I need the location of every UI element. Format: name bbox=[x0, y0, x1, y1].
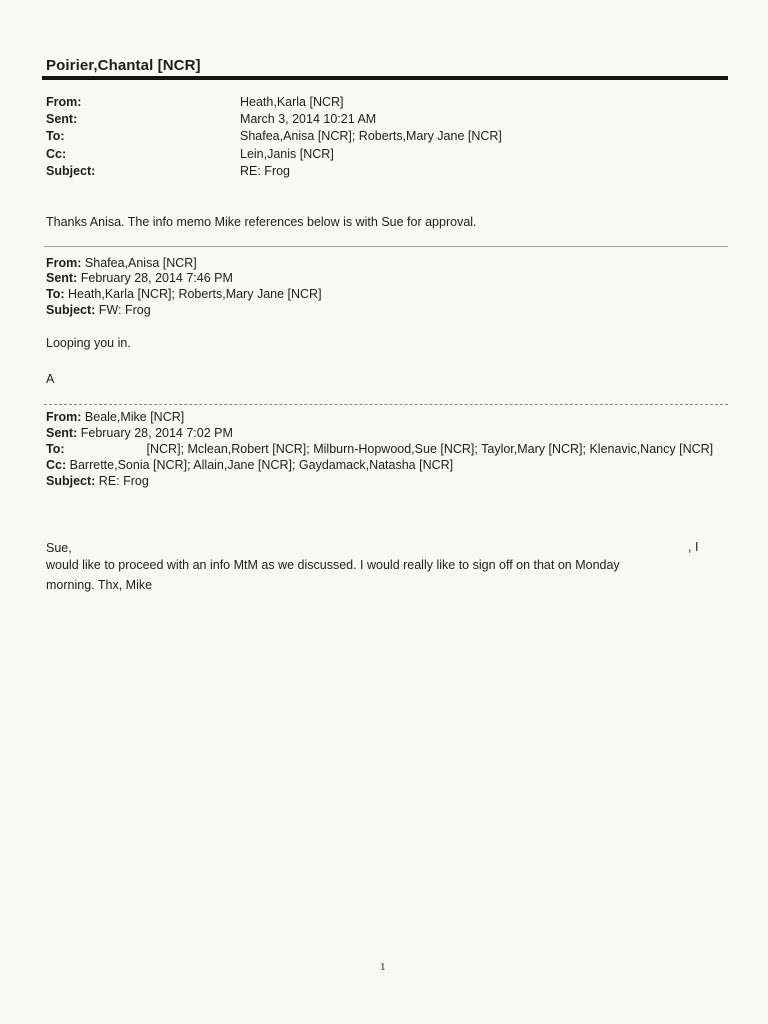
top-message-body: Thanks Anisa. The info memo Mike references below is with Sue for approval. bbox=[46, 215, 477, 229]
msg2-sent-label: Sent: bbox=[46, 271, 78, 285]
msg2-to-label: To: bbox=[46, 287, 65, 301]
msg3-greeting: Sue, bbox=[46, 541, 72, 555]
msg2-subject-label: Subject: bbox=[46, 303, 96, 317]
msg3-from-label: From: bbox=[46, 410, 82, 424]
msg3-sent-row bbox=[46, 425, 233, 441]
msg3-to-row bbox=[46, 441, 713, 457]
cc-value: Lein,Janis [NCR] bbox=[240, 147, 334, 161]
page-number: 1 bbox=[380, 961, 386, 973]
msg2-to-row bbox=[46, 286, 322, 302]
msg3-from-row bbox=[46, 409, 184, 425]
sent-label: Sent: bbox=[46, 112, 78, 126]
msg2-to-value: Heath,Karla [NCR]; Roberts,Mary Jane [NCR] bbox=[68, 287, 322, 301]
from-value: Heath,Karla [NCR] bbox=[240, 95, 344, 109]
msg3-subject-label: Subject: bbox=[46, 474, 96, 488]
msg3-cc-value: Barrette,Sonia [NCR]; Allain,Jane [NCR]; Gaydamack,Natasha [NCR] bbox=[69, 458, 454, 472]
subject-value: RE: Frog bbox=[240, 164, 291, 178]
cc-label: Cc: bbox=[46, 147, 67, 161]
sent-value: March 3, 2014 10:21 AM bbox=[240, 112, 377, 126]
to-value: Shafea,Anisa [NCR]; Roberts,Mary Jane [NCR] bbox=[240, 129, 502, 143]
msg2-from-label: From: bbox=[46, 256, 82, 270]
msg2-sent-row bbox=[46, 270, 233, 286]
msg3-body-line2: morning. Thx, Mike bbox=[46, 578, 153, 592]
from-label: From: bbox=[46, 95, 82, 109]
message-separator bbox=[44, 246, 728, 247]
msg3-to-value: [NCR]; Mclean,Robert [NCR]; Milburn-Hopwood,Sue [NCR]; Taylor,Mary [NCR]; Klenavic,Nancy [NCR] bbox=[146, 442, 714, 456]
msg2-from-value: Shafea,Anisa [NCR] bbox=[84, 256, 197, 270]
msg3-cc-row bbox=[46, 457, 453, 473]
msg2-subject-value: FW: Frog bbox=[98, 303, 151, 317]
subject-label: Subject: bbox=[46, 164, 96, 178]
msg2-body-line2: A bbox=[46, 372, 55, 386]
msg3-from-value: Beale,Mike [NCR] bbox=[84, 410, 185, 424]
msg3-subject-value: RE: Frog bbox=[98, 474, 149, 488]
msg3-greeting-tail: , I bbox=[688, 540, 699, 554]
msg3-body-line1: would like to proceed with an info MtM as we discussed. I would really like to sign off on that on Monday bbox=[46, 558, 620, 572]
msg3-to-label: To: bbox=[46, 442, 65, 456]
msg3-sent-label: Sent: bbox=[46, 426, 78, 440]
to-label: To: bbox=[46, 129, 65, 143]
msg2-subject-row bbox=[46, 302, 151, 318]
msg2-body-line1: Looping you in. bbox=[46, 336, 131, 350]
mailbox-owner: Poirier,Chantal [NCR] bbox=[46, 57, 201, 74]
msg3-sent-value: February 28, 2014 7:02 PM bbox=[80, 426, 233, 440]
msg2-sent-value: February 28, 2014 7:46 PM bbox=[80, 271, 233, 285]
msg3-cc-label: Cc: bbox=[46, 458, 67, 472]
message-separator bbox=[44, 404, 728, 405]
msg2-from-row bbox=[46, 255, 197, 271]
msg3-subject-row bbox=[46, 473, 149, 489]
owner-rule bbox=[42, 76, 728, 80]
